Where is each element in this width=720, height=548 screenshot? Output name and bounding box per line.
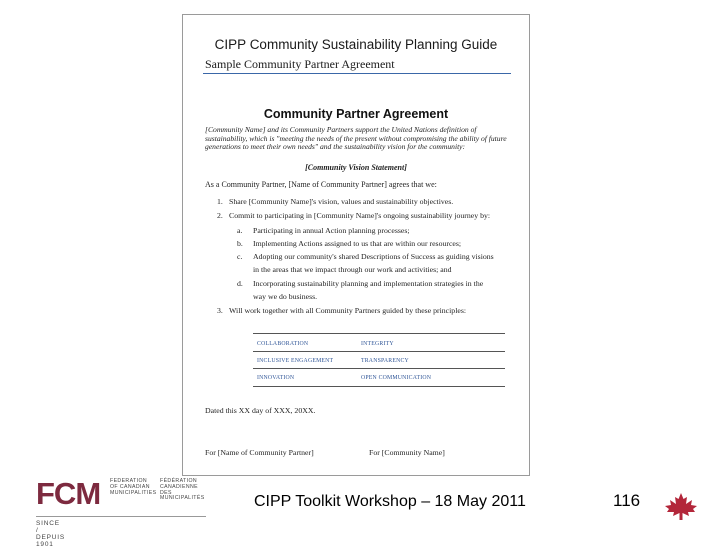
- list-item-number: 2.: [217, 211, 223, 220]
- list-item-number: 1.: [217, 197, 223, 206]
- page-number: 116: [613, 491, 641, 510]
- fcm-name-fr-line: CANADIENNE DES: [160, 483, 199, 496]
- sub-item-text: way we do business.: [253, 292, 318, 301]
- principle-cell: COLLABORATION: [257, 341, 309, 347]
- sub-item-text: Participating in annual Action planning processes;: [253, 226, 410, 235]
- fcm-name-fr-line: FÉDÉRATION: [160, 478, 198, 484]
- maple-leaf-icon: [664, 492, 698, 522]
- sub-item-letter: a.: [237, 226, 243, 235]
- principle-cell: INNOVATION: [257, 375, 295, 381]
- sub-item-text: Adopting our community's shared Descriptions of Success as guiding visions: [253, 252, 494, 261]
- sub-item-text: in the areas that we impact through our work and activities; and: [253, 265, 452, 274]
- principle-cell: INCLUSIVE ENGAGEMENT: [257, 358, 334, 364]
- fcm-name-fr-line: MUNICIPALITÉS: [160, 495, 205, 502]
- sub-item-text: Incorporating sustainability planning and implementation strategies in the: [253, 279, 484, 288]
- dated-line: Dated this XX day of XXX, 20XX.: [205, 406, 316, 415]
- fcm-name-fr: [160, 479, 205, 502]
- fcm-name-en-line: OF CANADIAN: [110, 483, 150, 490]
- agreement-intro: [Community Name] and its Community Partners support the United Nations definition of sustainability, which is "meeting the needs of the present without compromising the ability of future generations to meet their own needs" and the sustainability vision for the community:: [205, 125, 507, 152]
- principle-cell: OPEN COMMUNICATION: [361, 375, 432, 381]
- fcm-name-en-line: MUNICIPALITIES: [110, 489, 157, 496]
- sub-list-item: [237, 292, 317, 301]
- principle-cell: INTEGRITY: [361, 341, 394, 347]
- signature-partner: For [Name of Community Partner]: [205, 448, 314, 457]
- table-rule: [253, 368, 505, 369]
- fcm-name-en: [110, 479, 156, 496]
- agreement-document-image: [182, 14, 530, 476]
- title-divider: [203, 73, 511, 74]
- sub-item-text: Implementing Actions assigned to us that are within our resources;: [253, 239, 462, 248]
- fcm-divider: [36, 516, 206, 517]
- workshop-footer: CIPP Toolkit Workshop – 18 May 2011: [254, 493, 526, 510]
- signature-community: For [Community Name]: [369, 448, 445, 457]
- list-item-number: 3.: [217, 306, 223, 315]
- fcm-since: SINCE / DEPUIS 1901: [36, 520, 66, 548]
- sub-list-item: [237, 252, 494, 261]
- sub-list-item: [237, 226, 410, 235]
- list-item: [217, 211, 490, 220]
- table-rule: [253, 333, 505, 334]
- list-item: [217, 306, 466, 315]
- sub-list-item: [237, 265, 452, 274]
- sub-item-letter: d.: [237, 279, 243, 288]
- table-rule: [253, 386, 505, 387]
- sub-item-letter: b.: [237, 239, 243, 248]
- list-item-text: Commit to participating in [Community Name]'s ongoing sustainability journey by:: [229, 211, 491, 220]
- agreement-heading: Community Partner Agreement: [263, 107, 449, 121]
- guide-title: CIPP Community Sustainability Planning Guide: [214, 37, 498, 52]
- list-item-text: Will work together with all Community Partners guided by these principles:: [229, 306, 467, 315]
- guide-subtitle: Sample Community Partner Agreement: [205, 57, 395, 71]
- list-item: [217, 197, 453, 206]
- list-item-text: Share [Community Name]'s vision, values and sustainability objectives.: [229, 197, 454, 206]
- table-rule: [253, 351, 505, 352]
- sub-list-item: [237, 279, 483, 288]
- principle-cell: TRANSPARENCY: [361, 358, 409, 364]
- fcm-wordmark: FCM: [36, 476, 101, 511]
- vision-statement: [Community Vision Statement]: [305, 163, 407, 172]
- sub-item-letter: c.: [237, 252, 243, 261]
- fcm-name-en-line: FEDERATION: [110, 478, 148, 484]
- partner-agreement-line: As a Community Partner, [Name of Community Partner] agrees that we:: [205, 180, 437, 189]
- sub-list-item: [237, 239, 461, 248]
